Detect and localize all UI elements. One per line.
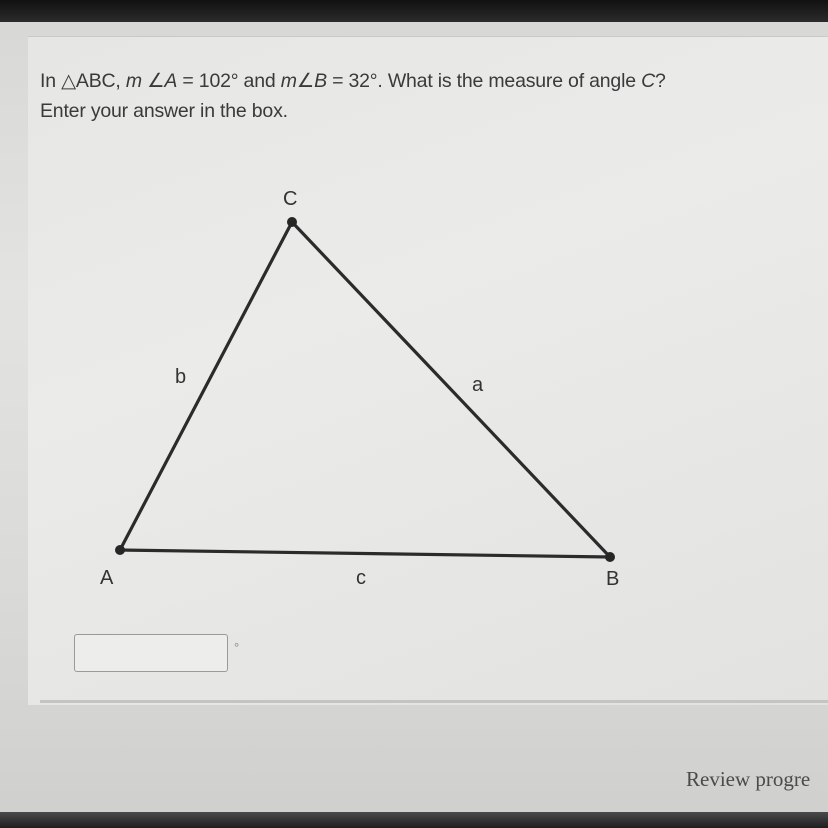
vertex-a-point: [115, 545, 125, 555]
triangle-symbol: △: [61, 70, 76, 92]
side-b-label: b: [175, 366, 187, 388]
measure-symbol: m: [280, 70, 297, 92]
angle-b-label: B: [314, 70, 327, 92]
question-text-segment: ?: [654, 70, 666, 92]
side-c-line: [120, 550, 610, 557]
answer-input[interactable]: [74, 634, 228, 672]
review-progress-button[interactable]: Review progre: [686, 767, 811, 791]
angle-symbol: ∠: [296, 70, 315, 92]
vertex-a-label: A: [100, 567, 114, 589]
vertex-c-label: C: [283, 188, 298, 210]
vertex-b-label: B: [606, 568, 620, 590]
triangle-sides: [120, 222, 610, 557]
vertex-c-point: [287, 217, 297, 227]
bottom-bar: [0, 812, 828, 828]
section-divider: [40, 700, 828, 703]
question-instruction: Enter your answer in the box.: [40, 100, 288, 122]
angle-symbol: ∠: [141, 70, 165, 92]
side-b-line: [120, 222, 292, 550]
question-text-segment: In: [40, 70, 62, 92]
question-text-segment: ABC,: [75, 70, 126, 92]
side-a-line: [292, 222, 610, 557]
measure-symbol: m: [125, 70, 142, 92]
side-a-label: a: [472, 374, 484, 396]
angle-a-label: A: [164, 70, 178, 92]
degree-unit: °: [234, 640, 240, 655]
vertex-b-point: [605, 552, 615, 562]
angle-c-label: C: [641, 70, 655, 92]
side-c-label: c: [356, 567, 366, 589]
question-text-segment: = 102° and: [177, 70, 281, 92]
question-text-segment: = 32°. What is the measure of angle: [326, 70, 642, 92]
